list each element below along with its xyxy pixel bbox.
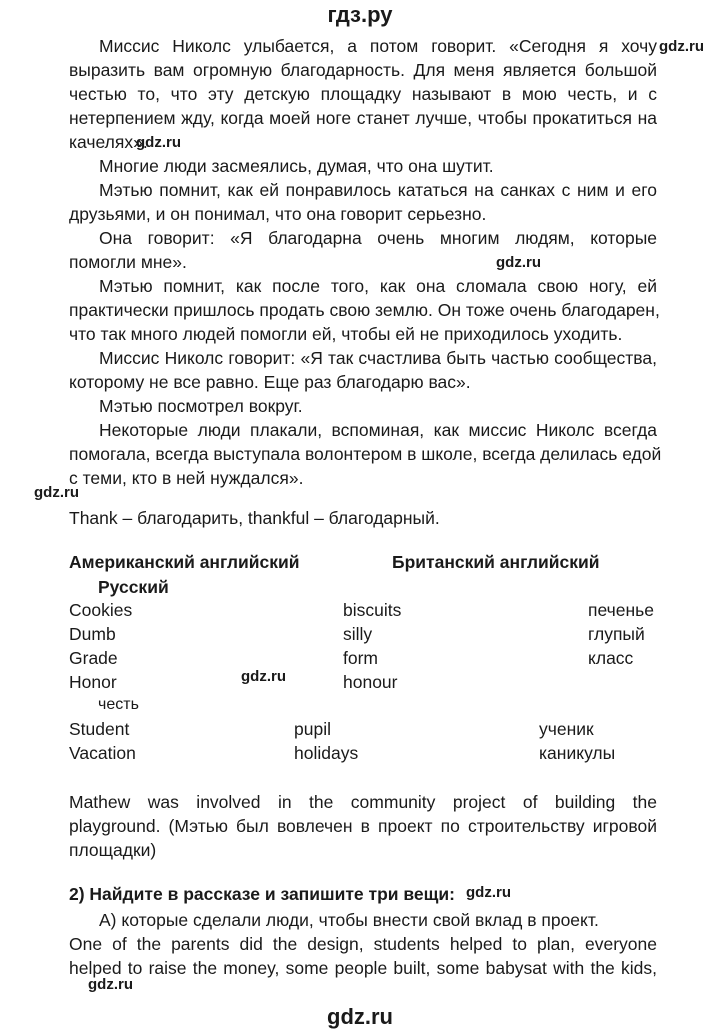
text-line: Она говорит: «Я благодарна очень многим людям, которые	[99, 228, 657, 248]
table-cell: Student	[69, 719, 130, 739]
table-cell: pupil	[294, 719, 331, 739]
watermark: gdz.ru	[659, 38, 704, 55]
task-heading: 2) Найдите в рассказе и запишите три вещи:	[69, 884, 456, 904]
text-line: что так много людей помогли ей, чтобы ей не приходилось уходить.	[69, 324, 623, 344]
table-cell: Honor	[69, 672, 117, 692]
watermark: gdz.ru	[466, 884, 511, 901]
text-line: которому не все равно. Еще раз благодарю вас».	[69, 372, 471, 392]
table-cell: honour	[343, 672, 398, 692]
table-cell: holidays	[294, 743, 359, 763]
answer-line: helped to raise the money, some people built, some babysat with the kids,	[69, 958, 657, 978]
column-header-british: Британский английский	[392, 552, 600, 572]
site-header: гдз.ру	[327, 2, 393, 27]
text-line: выразить вам огромную благодарность. Для меня является большой	[69, 60, 657, 80]
watermark: gdz.ru	[136, 134, 181, 151]
watermark: gdz.ru	[496, 254, 541, 271]
table-cell: Grade	[69, 648, 118, 668]
text-line: Многие люди засмеялись, думая, что она шутит.	[99, 156, 494, 176]
table-cell: печенье	[588, 600, 654, 620]
table-cell: честь	[98, 696, 139, 713]
table-cell: класс	[588, 648, 634, 668]
summary-line: playground. (Мэтью был вовлечен в проект по строительству игровой	[69, 816, 657, 836]
watermark: gdz.ru	[241, 668, 286, 685]
table-cell: form	[343, 648, 378, 668]
text-line: Мэтью помнит, как ей понравилось кататься на санках с ним и его	[99, 180, 657, 200]
column-header-american: Американский английский	[69, 552, 300, 572]
answer-line: One of the parents did the design, students helped to plan, everyone	[69, 934, 657, 954]
table-cell: каникулы	[539, 743, 616, 763]
text-line: Мэтью помнит, как после того, как она сломала свою ногу, ей	[99, 276, 657, 296]
watermark: gdz.ru	[34, 484, 79, 501]
text-line: практически пришлось продать свою землю. Он тоже очень благодарен,	[69, 300, 660, 320]
task-subitem: А) которые сделали люди, чтобы внести свой вклад в проект.	[99, 910, 599, 930]
text-line: друзьями, и он понимал, что она говорит серьезно.	[69, 204, 487, 224]
summary-line: Mathew was involved in the community project of building the	[69, 792, 657, 812]
table-cell: silly	[343, 624, 373, 644]
table-cell: ученик	[539, 719, 594, 739]
text-line: Миссис Николс улыбается, а потом говорит. «Сегодня я хочу	[99, 36, 657, 56]
thank-line: Thank – благодарить, thankful – благодарный.	[69, 508, 440, 528]
table-cell: Dumb	[69, 624, 116, 644]
text-line: помогала, всегда выступала волонтером в школе, всегда делилась едой	[69, 444, 662, 464]
summary-line: площадки)	[69, 840, 157, 860]
watermark: gdz.ru	[88, 976, 133, 993]
table-cell: Vacation	[69, 743, 136, 763]
text-line: качелях».	[69, 132, 148, 152]
site-footer: gdz.ru	[327, 1004, 393, 1029]
column-header-russian: Русский	[98, 577, 169, 597]
text-line: Некоторые люди плакали, вспоминая, как миссис Николс всегда	[99, 420, 657, 440]
text-line: Мэтью посмотрел вокруг.	[99, 396, 303, 416]
text-line: честью то, что эту детскую площадку называют в мою честь, и с	[69, 84, 657, 104]
text-line: помогли мне».	[69, 252, 187, 272]
table-cell: biscuits	[343, 600, 402, 620]
text-line: Миссис Николс говорит: «Я так счастлива быть частью сообщества,	[99, 348, 657, 368]
table-cell: глупый	[588, 624, 645, 644]
text-line: нетерпением жду, когда моей ноге станет лучше, чтобы прокатиться на	[69, 108, 657, 128]
table-cell: Cookies	[69, 600, 133, 620]
text-line: с теми, кто в ней нуждался».	[69, 468, 304, 488]
